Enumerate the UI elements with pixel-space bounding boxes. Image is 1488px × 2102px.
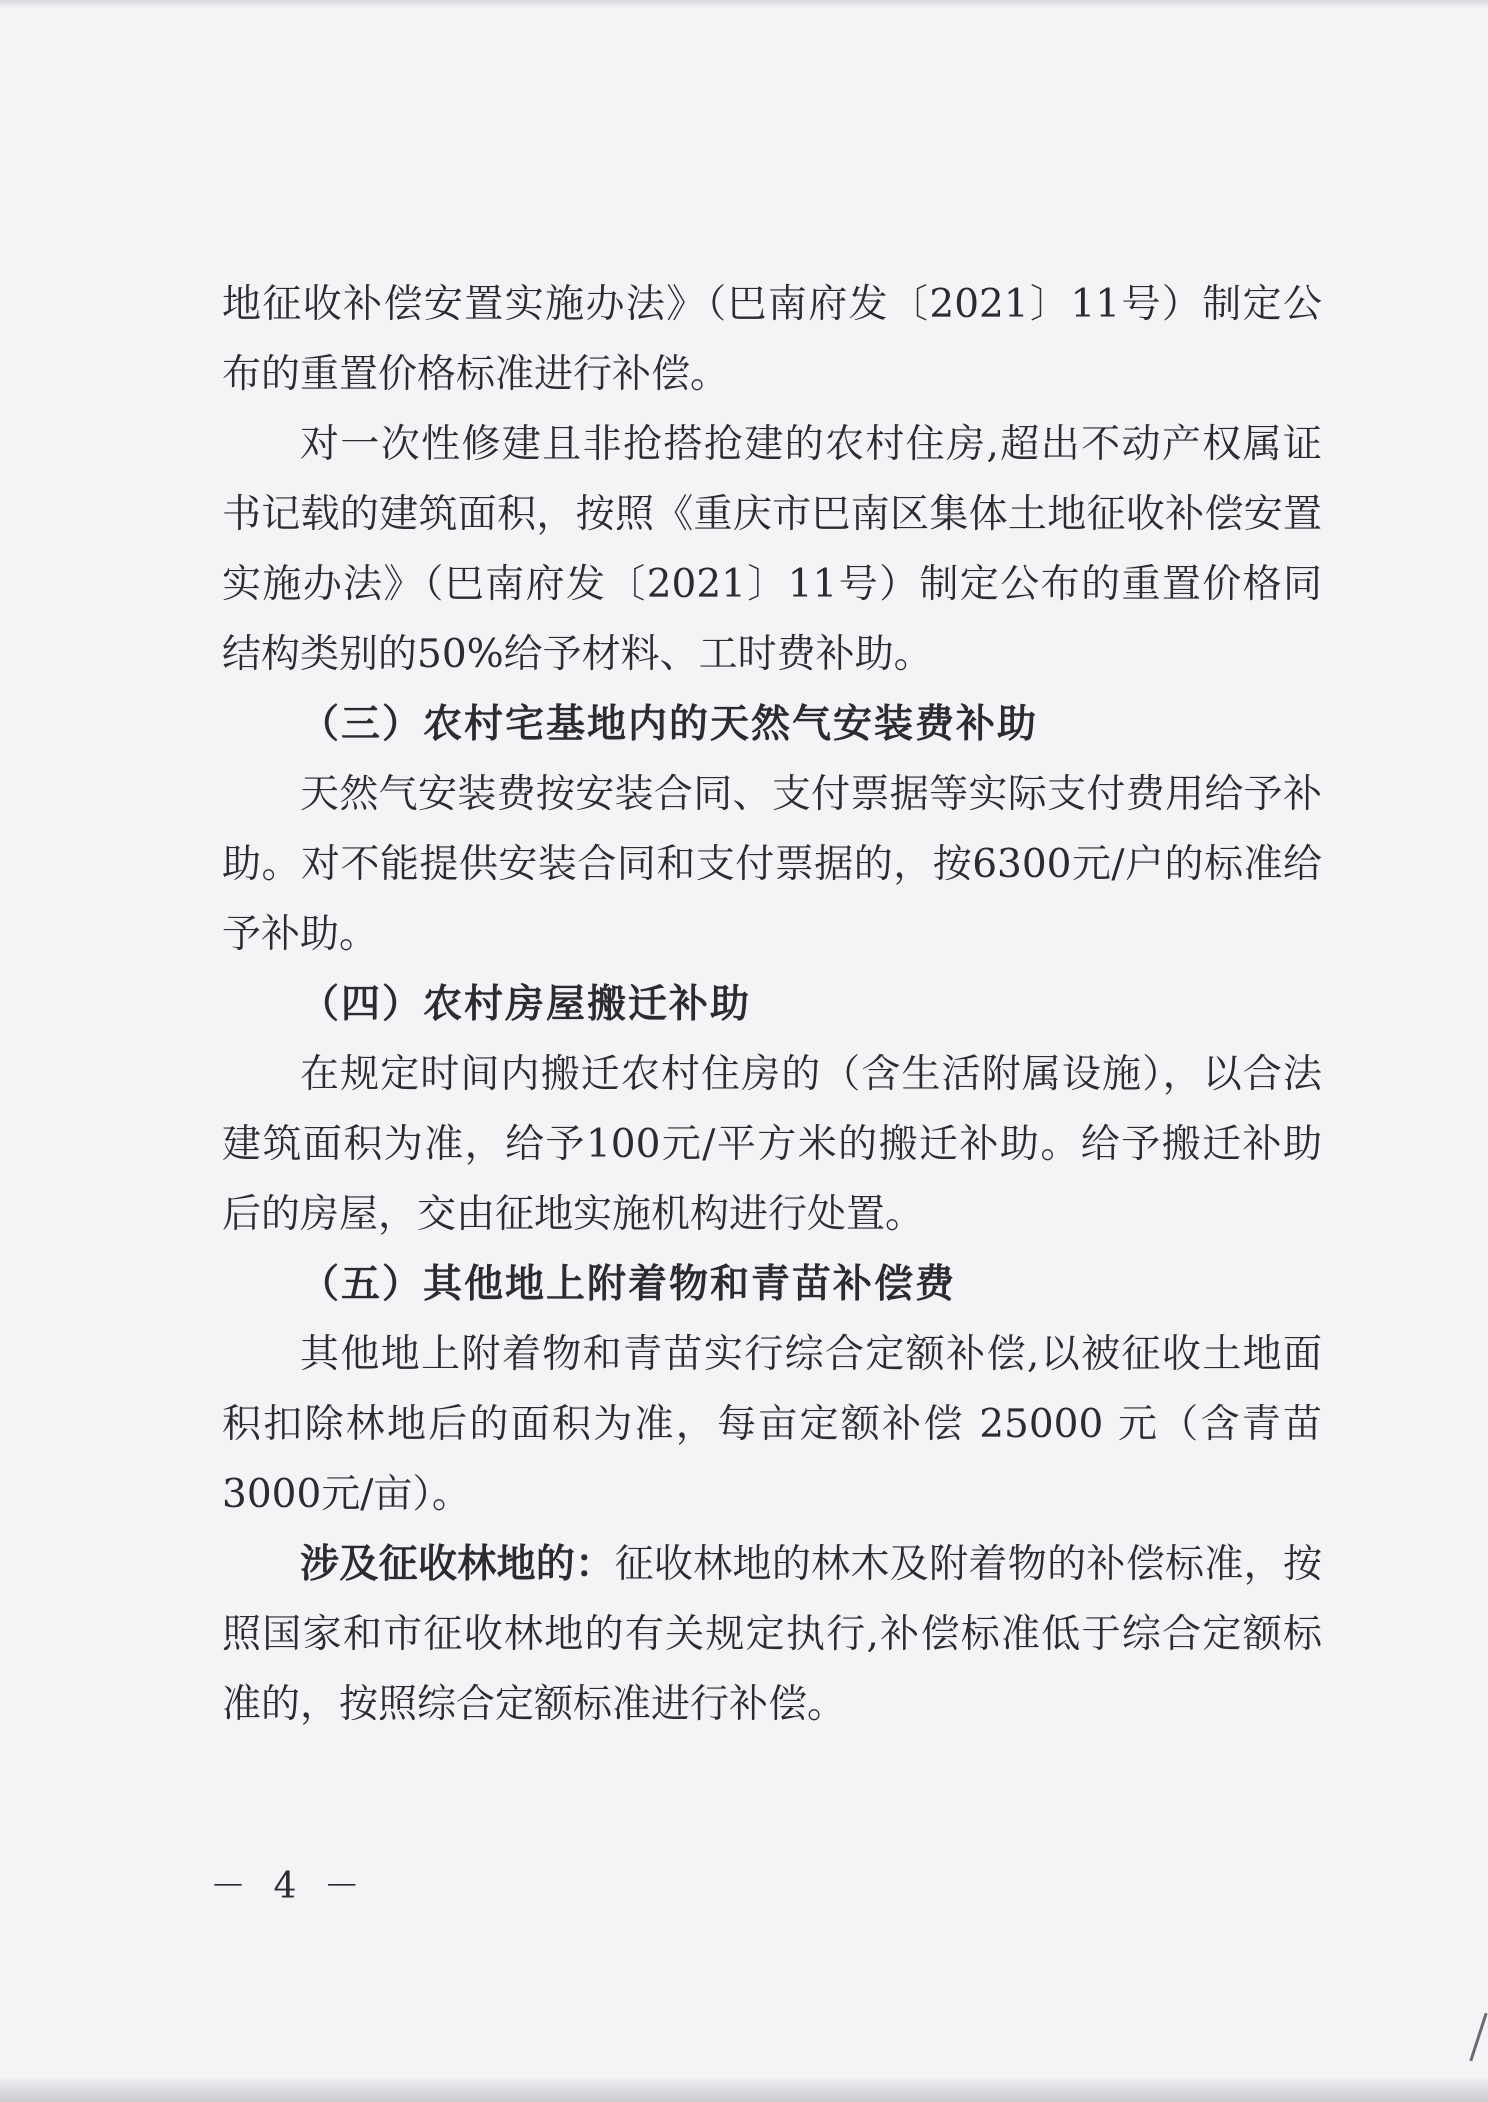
section-heading-attachments-compensation: （五）其他地上附着物和青苗补偿费 <box>300 1262 957 1307</box>
paragraph-gas-subsidy: 天然气安装费按安装合同、支付票据等实际支付费用给予补助。对不能提供安装合同和支付票据的，按6300元/户的标准给予补助。 <box>222 772 1322 957</box>
section-heading-relocation-subsidy: （四）农村房屋搬迁补助 <box>300 982 752 1027</box>
paragraph-attachments-compensation: 其他地上附着物和青苗实行综合定额补偿,以被征收土地面积扣除林地后的面积为准，每亩定额补偿 25000 元（含青苗 3000元/亩）。 <box>222 1332 1322 1517</box>
document-body <box>222 270 1322 1740</box>
paragraph-relocation-subsidy: 在规定时间内搬迁农村住房的（含生活附属设施），以合法建筑面积为准，给予100元/平方米的搬迁补助。给予搬迁补助后的房屋，交由征地实施机构进行处置。 <box>222 1052 1322 1237</box>
forest-land-lead: 涉及征收林地的： <box>300 1542 615 1587</box>
page-number: － 4 － <box>210 1866 368 1907</box>
forest-land-text: 征收林地的林木及附着物的补偿标准，按照国家和市征收林地的有关规定执行,补偿标准低于综合定额标准的，按照综合定额标准进行补偿。 <box>222 1542 1322 1727</box>
paragraph-forest-land <box>222 1530 1322 1740</box>
paragraph-continuation: 地征收补偿安置实施办法》（巴南府发〔2021〕11号）制定公布的重置价格标准进行补偿。 <box>222 282 1322 397</box>
section-heading-gas-subsidy: （三）农村宅基地内的天然气安装费补助 <box>300 702 1039 747</box>
scan-edge-mark <box>1469 2013 1487 2061</box>
paragraph-oversize-area-subsidy: 对一次性修建且非抢搭抢建的农村住房,超出不动产权属证书记载的建筑面积，按照《重庆市巴南区集体土地征收补偿安置实施办法》（巴南府发〔2021〕11号）制定公布的重置价格同结构类别的50%给予材料、工时费补助。 <box>222 422 1322 677</box>
